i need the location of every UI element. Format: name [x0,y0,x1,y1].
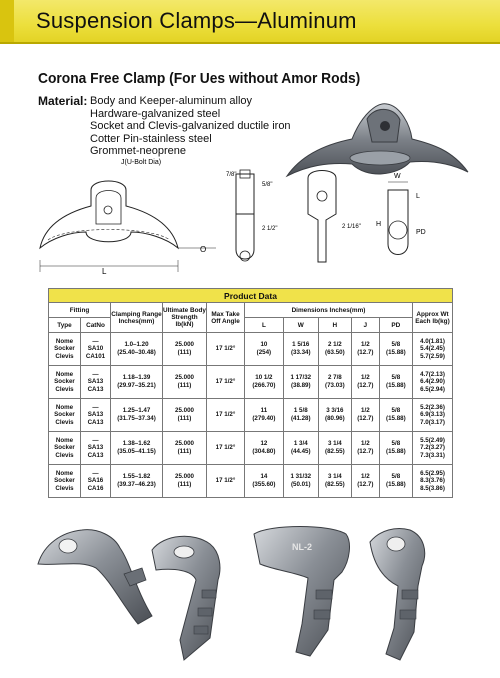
cell-l: 12 (304.80) [245,432,284,465]
cell-angle: 17 1/2° [207,465,245,498]
material-label: Material: [38,94,88,108]
pd-label: PD [416,229,426,236]
cell-catno: — SA13 CA13 [81,432,111,465]
dim-2-1-16: 2 1/16" [342,224,361,230]
cell-strength: 25.000 (111) [163,432,207,465]
material-list [38,94,291,158]
table-row [49,333,453,366]
cell-range: 1.38–1.62 (35.05–41.15) [111,432,163,465]
cell-pd: 5/8 (15.88) [379,432,412,465]
cell-range: 1.25–1.47 (31.75–37.34) [111,399,163,432]
material-lines [90,95,291,158]
cell-l: 10 1/2 (266.70) [245,366,284,399]
cell-h: 2 7/8 (73.03) [318,366,351,399]
material-item: Body and Keeper-aluminum alloy [90,95,253,107]
cell-type: Nome Socker Clevis [49,333,81,366]
cell-type: Nome Socker Clevis [49,366,81,399]
cell-weight: 6.5(2.95) 8.3(3.76) 8.5(3.86) [413,465,453,498]
header-bar [0,0,500,42]
clamp-photo-3 [254,527,349,657]
cell-h: 2 1/2 (63.50) [318,333,351,366]
cell-strength: 25.000 (111) [163,399,207,432]
material-item: Socket and Clevis-galvanized ductile iron [90,120,291,133]
j-label: J(U-Bolt Dia) [121,159,162,166]
cell-w: 1 5/8 (41.28) [283,399,318,432]
header-divider [0,42,500,44]
cell-j: 1/2 (12.7) [351,465,379,498]
cell-catno: — SA13 CA13 [81,366,111,399]
clamp-photos-bottom [34,520,464,670]
cell-w: 1 17/32 (38.89) [283,366,318,399]
l-dimension-label: L [102,267,107,276]
cell-range: 1.55–1.82 (39.37–46.23) [111,465,163,498]
cell-w: 1 31/32 (50.01) [283,465,318,498]
product-data-table [48,288,453,498]
dim-5-8: 5/8" [262,182,273,188]
cell-h: 3 3/16 (80.96) [318,399,351,432]
cell-h: 3 1/4 (82.55) [318,432,351,465]
cell-h: 3 1/4 (82.55) [318,465,351,498]
cell-j: 1/2 (12.7) [351,432,379,465]
dim-7-8: 7/8" [226,172,237,178]
cell-j: 1/2 (12.7) [351,366,379,399]
header-pd: PD [379,318,412,333]
cell-weight: 4.7(2.13) 6.4(2.90) 6.5(2.94) [413,366,453,399]
header-weight: Approx Wt Each lb(kg) [413,303,453,333]
header-catno: CatNo [81,318,111,333]
cell-range: 1.0–1.20 (25.40–30.48) [111,333,163,366]
cell-catno: — SA10 CA101 [81,333,111,366]
cell-strength: 25.000 (111) [163,465,207,498]
cell-pd: 5/8 (15.88) [379,465,412,498]
cell-strength: 25.000 (111) [163,333,207,366]
page-title: Suspension Clamps—Aluminum [36,8,357,33]
o-label: O [200,245,207,254]
header-j: J [351,318,379,333]
header-h: H [318,318,351,333]
cell-w: 1 3/4 (44.45) [283,432,318,465]
header-clamping: Clamping Range Inches(mm) [111,303,163,333]
material-item: Grommet-neoprene [90,145,186,158]
cell-pd: 5/8 (15.88) [379,366,412,399]
product-title: Corona Free Clamp (For Ues without Amor Rods) [38,70,361,87]
cell-type: Nome Socker Clevis [49,465,81,498]
l-side-label: L [416,193,420,200]
header-w: W [283,318,318,333]
material-item: Hardware-galvanized steel [90,107,221,120]
cell-angle: 17 1/2° [207,333,245,366]
technical-drawing [36,159,466,280]
cell-angle: 17 1/2° [207,366,245,399]
cell-angle: 17 1/2° [207,432,245,465]
clamp-photo-2 [152,536,220,660]
dim-2-1-2: 2 1/2" [262,226,278,232]
cell-strength: 25.000 (111) [163,366,207,399]
cell-pd: 5/8 (15.88) [379,399,412,432]
header-strength: Ultimate Body Strength lb(kN) [163,303,207,333]
cell-l: 14 (355.60) [245,465,284,498]
w-label: W [394,173,401,180]
table-row [49,432,453,465]
cell-l: 10 (254) [245,333,284,366]
header-dimensions: Dimensions Inches(mm) [245,303,413,318]
table-row [49,366,453,399]
header-fitting: Fitting [49,303,111,318]
header-l: L [245,318,284,333]
table-row [49,399,453,432]
cell-weight: 4.0(1.81) 5.4(2.45) 5.7(2.59) [413,333,453,366]
cell-j: 1/2 (12.7) [351,399,379,432]
cell-weight: 5.5(2.49) 7.2(3.27) 7.3(3.31) [413,432,453,465]
cell-type: Nome Socker Clevis [49,399,81,432]
cell-angle: 17 1/2° [207,399,245,432]
cell-w: 1 5/16 (33.34) [283,333,318,366]
header-type: Type [49,318,81,333]
cell-pd: 5/8 (15.88) [379,333,412,366]
cell-l: 11 (279.40) [245,399,284,432]
cell-catno: — SA16 CA16 [81,465,111,498]
cell-weight: 5.2(2.36) 6.9(3.13) 7.0(3.17) [413,399,453,432]
cell-catno: — SA13 CA13 [81,399,111,432]
table-row [49,465,453,498]
cell-range: 1.18–1.39 (29.97–35.21) [111,366,163,399]
cell-j: 1/2 (12.7) [351,333,379,366]
clamp-photo-1 [38,530,152,624]
table-band-title: Product Data [49,289,453,303]
h-label: H [376,221,382,228]
material-item: Cotter Pin-stainless steel [90,132,212,145]
header-edge-strip [0,0,14,42]
clamp-stamp-text: NL-2 [292,542,312,552]
clamp-photo-4 [370,529,425,661]
cell-type: Nome Socker Clevis [49,432,81,465]
header-angle: Max Take Off Angle [207,303,245,333]
